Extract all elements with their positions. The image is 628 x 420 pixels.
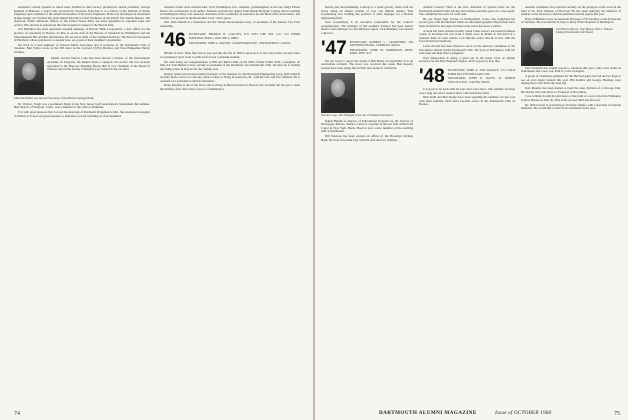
paragraph: It is with great pleasure that I record the marriage of Raymond Perpignan to Mrs. Sue Anderson in August in Wilton. It is now our great pleasure to announce several weddings of class members. — [14, 110, 150, 118]
photo-caption: Warren Copp, Jim Schlegel at the rite of Industrial Advisers — [321, 113, 393, 118]
magazine-title: DARTMOUTH ALUMNI MAGAZINE — [379, 410, 477, 416]
paragraph: We are sorry to report the death of Bill Breen on September 9 in an automobile accident. The news was received this week. Ben Rosen's parents have been doing fine in their new home in California. — [321, 58, 413, 70]
class-heading-46 — [160, 30, 300, 52]
paragraph: Dr. Walt Grover is practicing in Portland, Maine, with a specialty in internal medicine. He would like to hear from classmates in the area. — [521, 102, 621, 111]
page-number-left: 74 — [14, 411, 20, 417]
left-column-1 — [14, 6, 150, 404]
paragraph: Hi, our friend Tom Towner of Wethersfield, Conn., has completed his second year with the Hartford Times as chief photographer. His pictures have been excellent in the paper and his recent series has been a winner. — [419, 16, 515, 28]
portrait-photo — [321, 73, 355, 113]
paragraph: It is good to be back with all your news once more. The summer vacation was a long one and it seems I have collected many items. — [419, 86, 515, 95]
paragraph: Ted Hamilton has been appointed resident manager of Boston Mills Corporation, a new office for the practice of optometry in Boston. Al Pete is on the staff of the Bureau of Standards in Washington and the Massachusetts Bar and Bar Information. He served as chief of the Southern Railway. The Edward Sorensons of Hartford, whose grandson is a student here, are proud of their daughter's graduation. — [14, 27, 150, 43]
paragraph: A book has been written recently about Gene Grace's successful business career. It describes his rise from a small store in Maine to the head of a national chain of retail outlets. Lew Rhodes writes that he is now with the Ford division in Dearborn. — [419, 28, 515, 44]
class-secretary: SECRETARY, JOHN A. VAN RAALTE, C/O COLD FORM KIT, FITZWILLIAM, N.H. — [447, 67, 515, 76]
paragraph: Dr. Weaver, Vergil was a prominent figure in the New Jersey Golf Association's tournament this summer. Bob Weaver of Westport, Conn., was a member of the school committee. — [14, 101, 150, 110]
paragraph: Alumni Council. Herb is the first chairman of Special Gifts for the Dartmouth Alumni Fund, having served three previous years as a class agent. The committee has done its work well. — [419, 6, 515, 17]
right-column-1 — [321, 6, 413, 404]
paragraph: Tom Shepardson is doing a great job in his home town as alumni secretary for the New England chapter, and it is good to hear that. — [419, 55, 515, 64]
left-page — [0, 0, 313, 420]
paragraph: having and merchandising. Lothrop is a retail grocery chain with six stores doing an annual volume of over one million dollars. Tom Goodenberg now holding the position of sales manager for a Boston engineering firm. — [321, 6, 413, 20]
paragraph: Paul Trueman has double reason to celebrate this year, with a new home in Winchester and a new son, Paul Jr., born in August. — [521, 65, 621, 74]
paragraph: Rodger Anderson has been named manager of the business for the Riverside Engineering Corp. Kent Aldrich recently made a move to Chicago. Dick Cooney is living in Glenview, Ill., with his wife and five children. He is assistant vice president at Allstate Insurance. — [160, 71, 300, 83]
paragraph: Another classmate who reported recently on the progress of his work in the field is Dr. Fred Johnson of Harvard. He has been studying the behavior of animals at the laboratory and has published several papers this year. — [521, 6, 621, 17]
paragraph: Harry Whitman is now an Assistant Professor of Economics at the University of Vermont. He was married in June to Mary Ellen Thornton of Burlington. — [521, 16, 621, 25]
class-number: '47 — [321, 37, 347, 59]
class-treasurer: TREASURER, JOHN M. MORRISON, KENT PARK, RYE, N.Y. — [349, 47, 413, 56]
paragraph: Tom Goodenberg is an executive responsible for the contract reorganization. The manager of the southern division has been named district sales manager for the Midwest region. Jack Manning was elected a director. — [321, 20, 413, 36]
class-treasurer: TREASURER, JOHN L. MASON, 14 MAYNARD AVE., SPRINGFIELD 1, MASS. — [188, 40, 292, 45]
paragraph: Mount erected Mercer Lane has been elected a Fellow of the International Academy of Surgeons, the highest honor a surgeon can receive. He was recently appointed to the Hanover Planning Board. Bill is vice chairman of the Board of Trustees and on the faculty of Rutgers Law School in the tax field. — [47, 56, 150, 72]
left-column-2 — [160, 6, 300, 404]
right-page — [315, 0, 628, 420]
paragraph: automatic control systems so much more flexible in their factory production control problems. George Kimball of Hanover, a native who received his doctorate from M.I.T., is a fellow of the Institute of Radio Engineers and a member of the American Institute of Electrical Engineers. Hans was developed an automated bridge design. Art Nichols has been named Executive Chief Examiner of the Public Fire Rating Bureau. Jim Donovan, Public Relations Officer of the United States Mint, has been appointed to represent sales and service. His election is announced this fall as general counsel of the Boston firm. — [14, 6, 150, 27]
paragraph: Bill Peterson has been elected an officer of the Brooklyn Savings Bank. He lives in Garden City with his wife and two children. — [321, 133, 413, 142]
portrait-photo — [521, 28, 553, 66]
class-heading-48 — [419, 65, 515, 87]
photo-caption: Malcolm Fuller was elected Secretary of the Boston Savings Bank — [14, 96, 94, 101]
right-column-3 — [521, 6, 621, 404]
paragraph: I was writing in with the glad news of the birth of a son to the Don Whitakers in New Haven on June 30. This is the second child and first son. — [521, 94, 621, 102]
paragraph: Doug Rawlins is out of the Navy and is living on Beacon Street in Boston. Doc Kendall left his job to enter the ministry after more than a year of considering it. — [160, 83, 300, 91]
paragraph: A group of classmates gathered for the Harvard game last fall and we hope to see an even larger turnout this year. Bill Rollins and George Hastings were among those who made the long trip. — [521, 74, 621, 86]
class-secretary: SECRETARY, THOMAS H. COLLINS, N.Y. 5033 LIFE INS. CO., 123 THIRD NATIONAL BLDG., DAYTON 2, OHIO — [188, 32, 300, 41]
class-heading-47 — [321, 37, 413, 59]
paragraph: Lewis Powell has been chosen to serve on the advisory committee of the Providence Rhode Island Dartmouth Club. He lives in Barrington with his wife Jane and their three youngsters. — [419, 44, 515, 56]
page-number-right: 75 — [614, 411, 620, 417]
paragraph: Amanda Foster were married June 18 in Washington, D.C. Amanda, granddaughter of the late Judge Edwin Easter, has well known as an author. Amanda received her degree from Mount Holyoke College and is teaching in Washington. Harry was reelected chairman of the committee on insurance for the Boston Bar Association. Ted Schafer was present as the Bernardino Civic Club's guest. — [160, 6, 300, 20]
paragraph: Ralph Holden is director of Educational Program for the Society of Newspaper Editors. Wallace Carter is a partner in the law firm of Hart and Carter in New York. Barrie Hood is now a new member of the teaching staff at Dartmouth. — [321, 118, 413, 134]
class-number: '46 — [160, 30, 186, 52]
right-column-2 — [419, 6, 515, 404]
issue-date: Issue of OCTOBER 1960 — [495, 410, 552, 416]
paragraph: Karl Mueller has been named to head the sales division of a Chicago firm. He and his wife will move to Evanston in November. — [521, 86, 621, 94]
photo-caption: Tom Bruce Moore, Tom Harper, Bob J. Nelson joining Dartmouth Club Board — [556, 26, 613, 35]
paragraph: We send along our congratulations to Bill and Ruth Cahill on the birth of their fourth child, a daughter, on May 24. Sam Barker is now serving as president of the Rochester area Dartmouth Club. We hear he is leading the family plans in Dayton for the coming year. — [160, 59, 300, 71]
portrait-photo — [14, 57, 44, 95]
paragraph: DEAR CLASS: Time flies and as you read this the fall of 1960 is upon us. It is now more than 14 years since we graduated, and I want to wish each of you a pleasant autumn. — [160, 51, 300, 60]
class-secretary: SECRETARY, ROBERT L. CRAWFORD, 364 KENSINGTON RD., SUDBURY, MASS. — [349, 39, 413, 48]
paragraph: Dick Kuhl and Bob Dodge have been spending the summer at Cape Cod with their families. Both have become active in the Dartmouth Club of Boston. — [419, 95, 515, 107]
paragraph: Gil Peck is a lead engineer of Pressed Metal Associates and is treasurer of the Dartmouth Club of Spokane. Burt Fuller wrote on the 500 news in the Concord (N.H.) Monitor, and New Hampshire Public Utilities. — [14, 42, 150, 54]
class-treasurer: TREASURER, JOHN E. DAVIS, 20 NORTH LINCOLN AVE., SALEM, MASS. — [447, 76, 515, 84]
class-number: '48 — [419, 65, 445, 87]
paragraph: Mrs. Dick Merrill is a fundraiser and the Tenant Development Corp., is president of the Kansas City Ford dealership. — [160, 20, 300, 28]
